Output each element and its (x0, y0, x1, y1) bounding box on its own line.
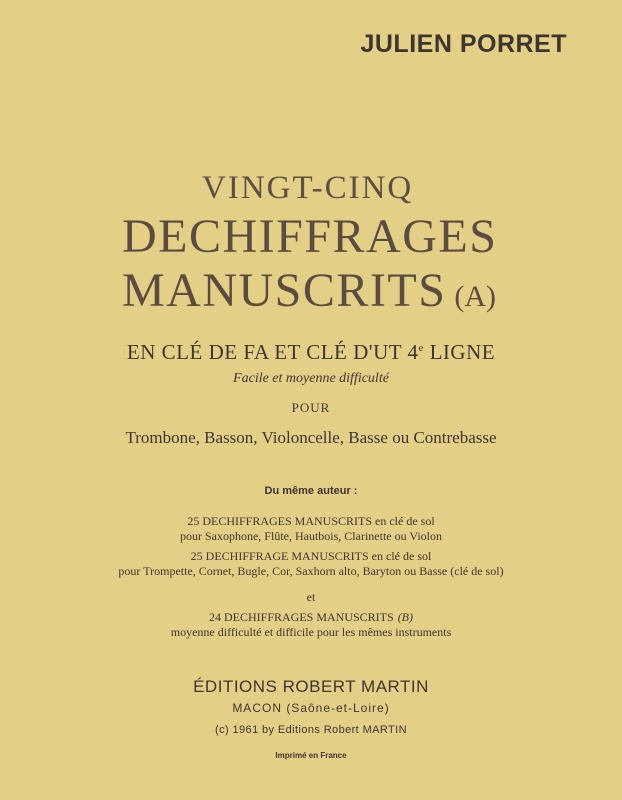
volume-suffix: (A) (454, 280, 497, 313)
clef-after: LIGNE (423, 340, 496, 364)
related-work-2-instruments: pour Trompette, Cornet, Bugle, Cor, Saxhorn alto, Baryton ou Basse (clé de sol) (118, 564, 504, 578)
title-block (122, 172, 497, 315)
clef-superscript: e (418, 342, 424, 354)
author-name: JULIEN PORRET (360, 30, 567, 58)
conjunction-et: et (306, 590, 316, 604)
publisher-city: MACON (Saône-et-Loire) (232, 701, 390, 715)
clef-text: EN CLÉ DE FA ET CLÉ D'UT 4 (126, 340, 419, 364)
related-work-3-tag: (B) (397, 610, 414, 624)
printed-in: Imprimé en France (275, 751, 347, 760)
related-work-1 (0, 514, 622, 544)
instruments-list: Trombone, Basson, Violoncelle, Basse ou Contrebasse (125, 428, 497, 447)
publisher-name: ÉDITIONS ROBERT MARTIN (193, 677, 429, 696)
difficulty-level: Facile et moyenne difficulté (233, 371, 389, 386)
clef-line (0, 340, 622, 365)
related-work-1-instruments: pour Saxophone, Flûte, Hautbois, Clarinette ou Violon (179, 529, 443, 543)
title-line-3 (122, 264, 497, 317)
title-line-1: VINGT-CINQ (202, 170, 414, 206)
title-line-2: DECHIFFRAGES (122, 210, 498, 263)
related-work-3-title: 24 DECHIFFRAGES MANUSCRITS (208, 610, 394, 624)
related-work-3-instruments: moyenne difficulté et difficile pour les mêmes instruments (170, 625, 452, 639)
related-work-2-title: 25 DECHIFFRAGE MANUSCRITS en clé de sol (190, 549, 432, 563)
same-author-heading: Du même auteur : (264, 485, 358, 497)
related-work-3-title-line (0, 610, 622, 625)
related-work-2 (0, 549, 622, 579)
related-work-1-title: 25 DECHIFFRAGES MANUSCRITS en clé de sol (187, 514, 435, 528)
related-work-3 (0, 610, 622, 640)
title-line-3-text: MANUSCRITS (122, 264, 447, 317)
copyright-notice: (c) 1961 by Editions Robert MARTIN (215, 724, 407, 736)
pour-label: POUR (291, 400, 331, 415)
